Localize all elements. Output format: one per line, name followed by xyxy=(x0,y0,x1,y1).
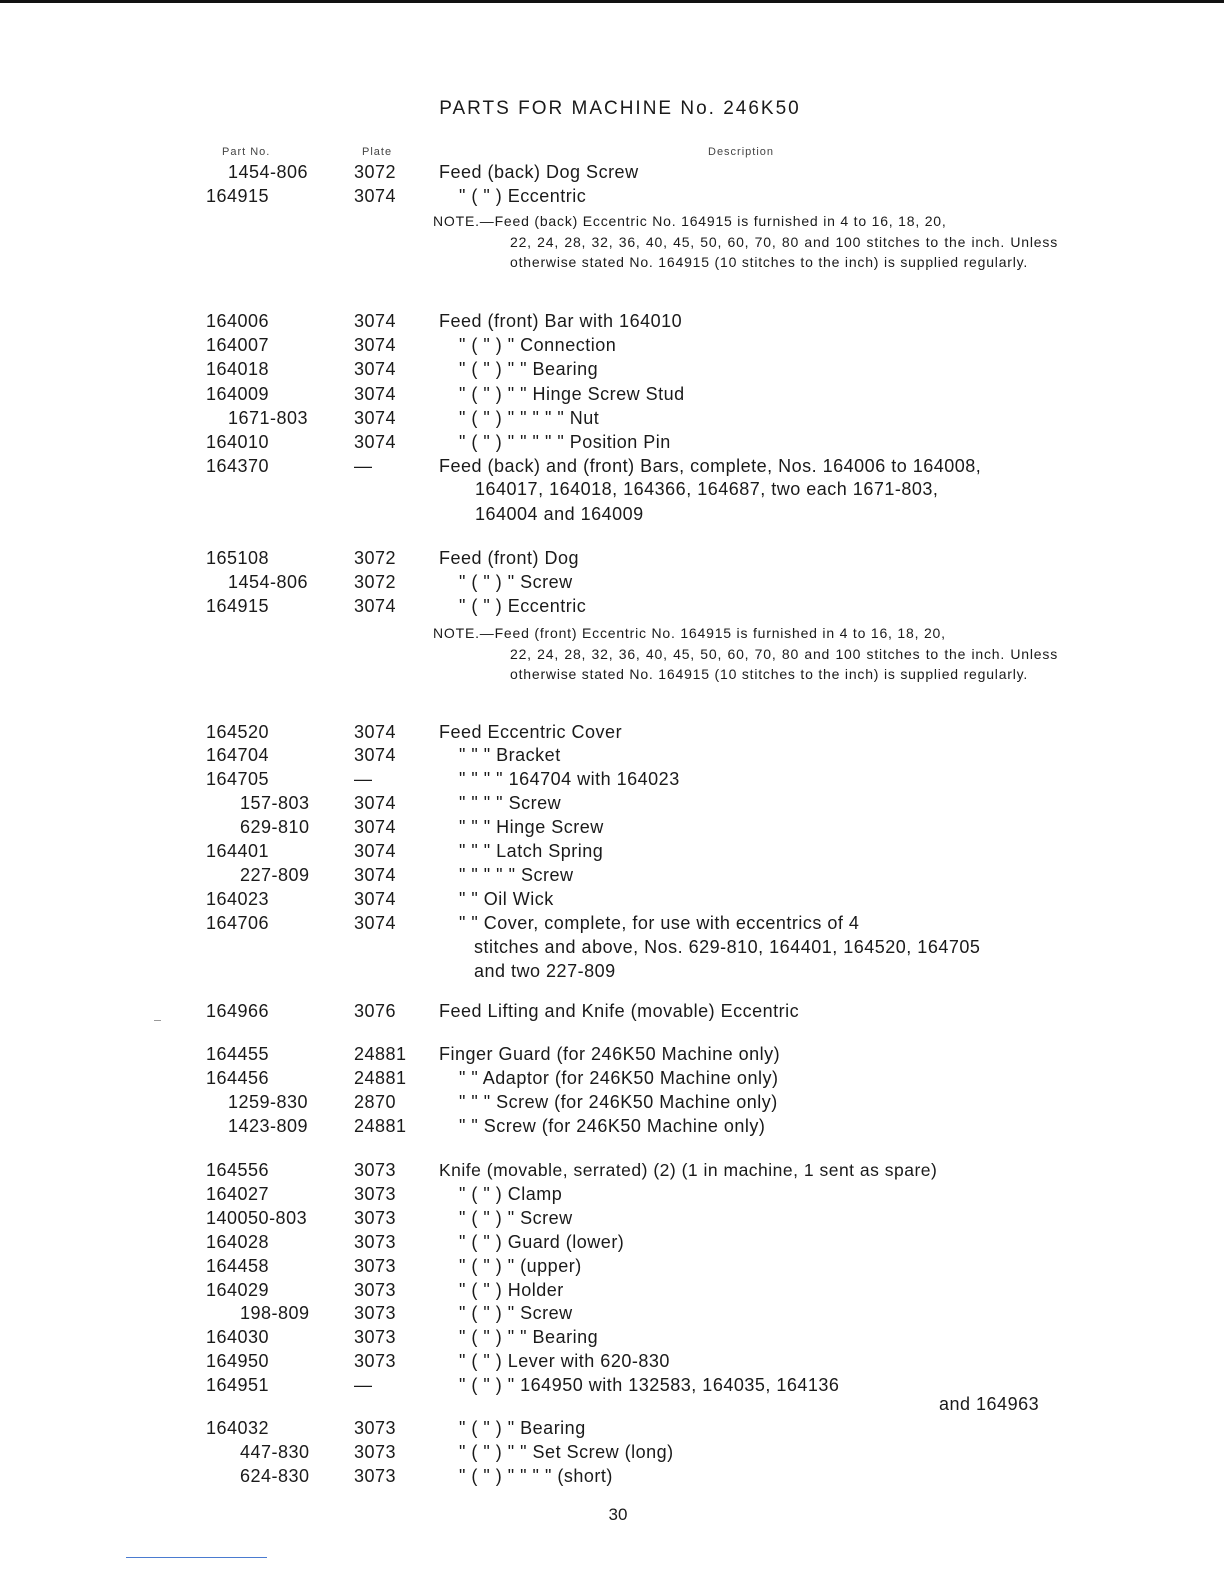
page-title: PARTS FOR MACHINE No. 246K50 xyxy=(439,98,801,119)
plate-number: 3073 xyxy=(354,1280,397,1300)
part-number: 164951 xyxy=(206,1375,270,1395)
page-number: 30 xyxy=(608,1505,628,1524)
part-number: 164028 xyxy=(206,1232,270,1252)
part-number: 164706 xyxy=(206,913,270,933)
description-continuation: and two 227-809 xyxy=(474,961,616,981)
table-row xyxy=(0,1090,1224,1114)
table-row xyxy=(0,1301,1224,1325)
plate-number: 3073 xyxy=(354,1303,397,1323)
table-row xyxy=(0,887,1224,911)
plate-number: 24881 xyxy=(354,1044,407,1064)
description: " ( " ) " Connection xyxy=(459,335,617,355)
description: " " Adaptor (for 246K50 Machine only) xyxy=(459,1068,779,1088)
part-number: 1671-803 xyxy=(228,408,309,428)
table-row xyxy=(0,839,1224,863)
table-row xyxy=(0,1042,1224,1066)
description: " " Oil Wick xyxy=(459,889,554,909)
part-number: 227-809 xyxy=(240,865,310,885)
plate-number: 3074 xyxy=(354,335,397,355)
table-row xyxy=(0,570,1224,594)
description-continuation: 164017, 164018, 164366, 164687, two each 1671-803, xyxy=(475,479,939,499)
note-body: 22, 24, 28, 32, 36, 40, 45, 50, 60, 70, 80 and 100 stitches to the inch. Unless otherwise stated No. 164915 (10 stitches to the inch) is supplied regularly. xyxy=(510,645,1058,682)
description: " ( " ) Clamp xyxy=(459,1184,563,1204)
plate-number: 24881 xyxy=(354,1068,407,1088)
description: " ( " ) Eccentric xyxy=(459,186,587,206)
part-number: 157-803 xyxy=(240,793,310,813)
part-number: 164458 xyxy=(206,1256,270,1276)
plate-number: 3074 xyxy=(354,745,397,765)
table-row xyxy=(0,357,1224,381)
note-block xyxy=(433,211,1058,273)
table-row xyxy=(0,1373,1224,1397)
part-number: 164520 xyxy=(206,722,270,742)
part-number: 165108 xyxy=(206,548,270,568)
description-continuation: stitches and above, Nos. 629-810, 164401, 164520, 164705 xyxy=(474,937,981,957)
column-header-description: Description xyxy=(708,146,775,158)
description: " ( " ) Lever with 620-830 xyxy=(459,1351,670,1371)
plate-number: 3074 xyxy=(354,913,397,933)
description: " " " " 164704 with 164023 xyxy=(459,769,680,789)
table-row xyxy=(0,1349,1224,1373)
plate-number: 3074 xyxy=(354,793,397,813)
description: " ( " ) " " " " " Position Pin xyxy=(459,432,671,452)
plate-number: 3072 xyxy=(354,548,397,568)
part-number: 164915 xyxy=(206,186,270,206)
plate-number: — xyxy=(354,456,373,476)
plate-number: 3074 xyxy=(354,817,397,837)
table-row xyxy=(0,863,1224,887)
table-row xyxy=(0,184,1224,208)
description: " " Screw (for 246K50 Machine only) xyxy=(459,1116,766,1136)
description: " " Cover, complete, for use with eccentrics of 4 xyxy=(459,913,860,933)
part-number: 164023 xyxy=(206,889,270,909)
part-number: 164007 xyxy=(206,335,270,355)
description: " ( " ) " " Bearing xyxy=(459,1327,599,1347)
table-row xyxy=(0,430,1224,454)
description: " ( " ) Holder xyxy=(459,1280,564,1300)
part-number: 164705 xyxy=(206,769,270,789)
plate-number: 3073 xyxy=(354,1327,397,1347)
part-number: 164456 xyxy=(206,1068,270,1088)
table-row xyxy=(0,1416,1224,1440)
plate-number: — xyxy=(354,769,373,789)
table-row xyxy=(0,999,1224,1023)
description: " ( " ) " " Bearing xyxy=(459,359,599,379)
description: " ( " ) Eccentric xyxy=(459,596,587,616)
description-continuation: 164004 and 164009 xyxy=(475,504,644,524)
table-row xyxy=(0,1440,1224,1464)
table-row xyxy=(0,791,1224,815)
plate-number: 3074 xyxy=(354,889,397,909)
plate-number: 3074 xyxy=(354,311,397,331)
part-number: 164032 xyxy=(206,1418,270,1438)
table-row xyxy=(0,160,1224,184)
description: " ( " ) " Bearing xyxy=(459,1418,586,1438)
description: " ( " ) " (upper) xyxy=(459,1256,582,1276)
description: Feed (back) Dog Screw xyxy=(439,162,639,182)
part-number: 164030 xyxy=(206,1327,270,1347)
description: Knife (movable, serrated) (2) (1 in machine, 1 sent as spare) xyxy=(439,1160,938,1180)
description: " ( " ) Guard (lower) xyxy=(459,1232,625,1252)
description: " ( " ) " " " " (short) xyxy=(459,1466,613,1486)
note-block xyxy=(433,623,1058,685)
table-row xyxy=(0,1325,1224,1349)
table-row xyxy=(0,406,1224,430)
plate-number: 3074 xyxy=(354,865,397,885)
description: Feed Eccentric Cover xyxy=(439,722,623,742)
description: " ( " ) " " Set Screw (long) xyxy=(459,1442,674,1462)
plate-number: 3074 xyxy=(354,432,397,452)
table-row xyxy=(0,767,1224,791)
plate-number: 3073 xyxy=(354,1232,397,1252)
table-row xyxy=(0,333,1224,357)
description: " ( " ) " " Hinge Screw Stud xyxy=(459,384,685,404)
table-row xyxy=(0,1254,1224,1278)
part-number: 629-810 xyxy=(240,817,310,837)
description: " ( " ) " Screw xyxy=(459,1208,573,1228)
description: Finger Guard (for 246K50 Machine only) xyxy=(439,1044,781,1064)
plate-number: 3073 xyxy=(354,1160,397,1180)
table-row xyxy=(0,1278,1224,1302)
part-number: 164915 xyxy=(206,596,270,616)
plate-number: 3073 xyxy=(354,1466,397,1486)
plate-number: 3074 xyxy=(354,359,397,379)
description-continuation: and 164963 xyxy=(939,1394,1040,1414)
part-number: 164556 xyxy=(206,1160,270,1180)
table-row xyxy=(0,720,1224,744)
plate-number: 3074 xyxy=(354,186,397,206)
part-number: 164029 xyxy=(206,1280,270,1300)
plate-number: 3073 xyxy=(354,1256,397,1276)
part-number: 164370 xyxy=(206,456,270,476)
table-row xyxy=(0,1206,1224,1230)
part-number: 140050-803 xyxy=(206,1208,308,1228)
description: " " " Hinge Screw xyxy=(459,817,604,837)
description: " ( " ) " Screw xyxy=(459,572,573,592)
part-number: 164401 xyxy=(206,841,270,861)
plate-number: 3073 xyxy=(354,1351,397,1371)
table-row xyxy=(0,1114,1224,1138)
bottom-link-underline xyxy=(126,1557,267,1558)
part-number: 164950 xyxy=(206,1351,270,1371)
plate-number: 3074 xyxy=(354,384,397,404)
description: " " " " " Screw xyxy=(459,865,574,885)
description: " ( " ) " " " " " Nut xyxy=(459,408,600,428)
plate-number: 3072 xyxy=(354,162,397,182)
table-row xyxy=(0,743,1224,767)
table-row xyxy=(0,1158,1224,1182)
part-number: 164455 xyxy=(206,1044,270,1064)
part-number: 447-830 xyxy=(240,1442,310,1462)
description: " ( " ) " Screw xyxy=(459,1303,573,1323)
table-row xyxy=(0,1182,1224,1206)
column-header-part-no: Part No. xyxy=(222,146,271,158)
description: " ( " ) " 164950 with 132583, 164035, 164136 xyxy=(459,1375,840,1395)
part-number: 1259-830 xyxy=(228,1092,309,1112)
description: Feed (front) Dog xyxy=(439,548,580,568)
part-number: 1454-806 xyxy=(228,572,309,592)
plate-number: — xyxy=(354,1375,373,1395)
plate-number: 3073 xyxy=(354,1208,397,1228)
part-number: 164027 xyxy=(206,1184,270,1204)
description: Feed (front) Bar with 164010 xyxy=(439,311,683,331)
part-number: 164704 xyxy=(206,745,270,765)
description: Feed (back) and (front) Bars, complete, Nos. 164006 to 164008, xyxy=(439,456,982,476)
table-row xyxy=(0,382,1224,406)
table-row xyxy=(0,546,1224,570)
note-body: 22, 24, 28, 32, 36, 40, 45, 50, 60, 70, 80 and 100 stitches to the inch. Unless otherwise stated No. 164915 (10 stitches to the inch) is supplied regularly. xyxy=(510,233,1058,270)
part-number: 624-830 xyxy=(240,1466,310,1486)
table-row xyxy=(0,309,1224,333)
description: " " " " Screw xyxy=(459,793,562,813)
table-row xyxy=(0,911,1224,935)
note-lead: NOTE.—Feed (back) Eccentric No. 164915 is furnished in 4 to 16, 18, 20, xyxy=(433,213,947,229)
plate-number: 3074 xyxy=(354,408,397,428)
plate-number: 3072 xyxy=(354,572,397,592)
part-number: 164009 xyxy=(206,384,270,404)
plate-number: 3073 xyxy=(354,1442,397,1462)
plate-number: 3076 xyxy=(354,1001,397,1021)
plate-number: 24881 xyxy=(354,1116,407,1136)
plate-number: 3073 xyxy=(354,1184,397,1204)
part-number: 164966 xyxy=(206,1001,270,1021)
plate-number: 3074 xyxy=(354,596,397,616)
part-number: 164006 xyxy=(206,311,270,331)
part-number: 164018 xyxy=(206,359,270,379)
plate-number: 3073 xyxy=(354,1418,397,1438)
table-row xyxy=(0,1230,1224,1254)
table-row xyxy=(0,1066,1224,1090)
description: " " " Bracket xyxy=(459,745,561,765)
description: Feed Lifting and Knife (movable) Eccentric xyxy=(439,1001,800,1021)
column-header-plate: Plate xyxy=(362,146,393,158)
plate-number: 2870 xyxy=(354,1092,397,1112)
plate-number: 3074 xyxy=(354,841,397,861)
description: " " " Latch Spring xyxy=(459,841,604,861)
part-number: 164010 xyxy=(206,432,270,452)
part-number: 1423-809 xyxy=(228,1116,309,1136)
table-row xyxy=(0,1464,1224,1488)
part-number: 198-809 xyxy=(240,1303,310,1323)
note-lead: NOTE.—Feed (front) Eccentric No. 164915 is furnished in 4 to 16, 18, 20, xyxy=(433,625,946,641)
table-row xyxy=(0,454,1224,478)
table-row xyxy=(0,594,1224,618)
table-row xyxy=(0,815,1224,839)
plate-number: 3074 xyxy=(354,722,397,742)
description: " " " Screw (for 246K50 Machine only) xyxy=(459,1092,778,1112)
part-number: 1454-806 xyxy=(228,162,309,182)
